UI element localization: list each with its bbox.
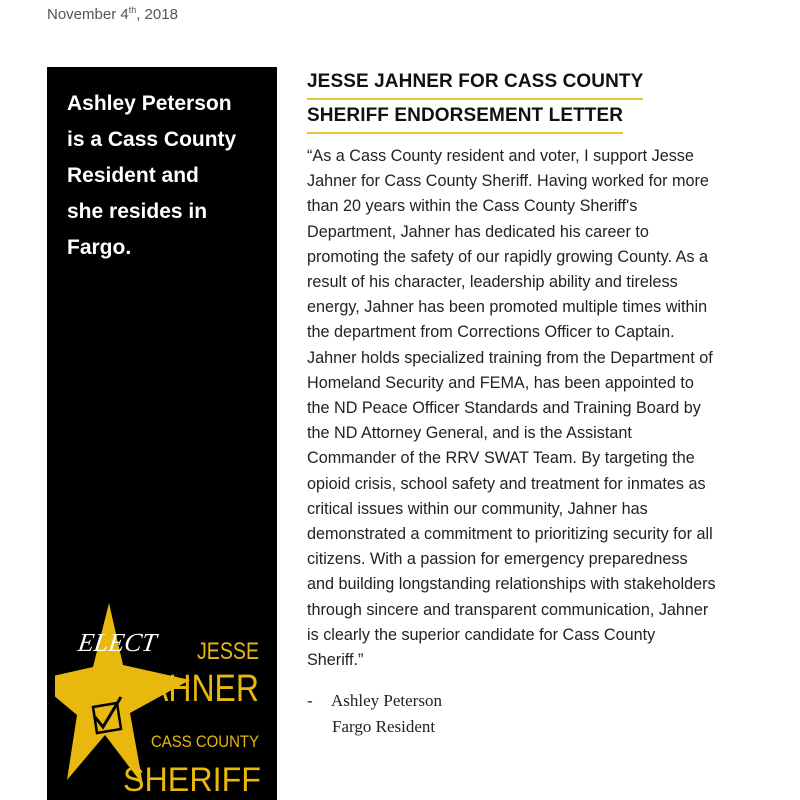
sidebar-caption bbox=[67, 86, 267, 266]
signature-block bbox=[307, 688, 442, 740]
date-text: November 4 bbox=[47, 6, 129, 23]
body-line: Jahner for Cass County Sheriff. Having worked for more bbox=[307, 172, 709, 191]
sidebar-panel bbox=[47, 67, 277, 800]
body-line: Sheriff.” bbox=[307, 651, 364, 670]
sidebar-line: she resides in bbox=[67, 200, 208, 223]
campaign-logo bbox=[55, 595, 271, 800]
body-line: promoting the safety of our rapidly growing County. As a bbox=[307, 247, 709, 266]
body-line: is clearly the superior candidate for Cass County bbox=[307, 625, 656, 644]
sidebar-line: Ashley Peterson bbox=[67, 92, 232, 115]
letter-title bbox=[307, 66, 777, 134]
body-line: Department, Jahner has dedicated his career to bbox=[307, 222, 649, 241]
endorsement-body bbox=[307, 144, 757, 673]
body-line: citizens. With a passion for emergency preparedness bbox=[307, 550, 688, 569]
body-line: Commander of the RRV SWAT Team. By targeting the bbox=[307, 449, 695, 468]
date-year: , 2018 bbox=[136, 6, 178, 23]
body-line: the ND Peace Officer Standards and Training Board by bbox=[307, 399, 701, 418]
title-line: SHERIFF ENDORSEMENT LETTER bbox=[307, 100, 623, 134]
title-line: JESSE JAHNER FOR CASS COUNTY bbox=[307, 66, 643, 100]
logo-office: SHERIFF bbox=[123, 761, 261, 799]
body-line: demonstrated a commitment to prioritizing security for all bbox=[307, 525, 713, 544]
body-line: and building longstanding relationships with stakeholders bbox=[307, 575, 716, 594]
signature-dash: - bbox=[307, 691, 313, 710]
body-line: the department from Corrections Officer to Captain. bbox=[307, 323, 675, 342]
body-line: result of his character, leadership ability and tireless bbox=[307, 273, 678, 292]
body-line: “As a Cass County resident and voter, I support Jesse bbox=[307, 147, 694, 165]
logo-county: CASS COUNTY bbox=[151, 732, 259, 751]
signature-role: Fargo Resident bbox=[332, 717, 436, 736]
body-line: opioid crisis, school safety and treatment for inmates as bbox=[307, 474, 706, 493]
body-line: through sincere and transparent communication, Jahner bbox=[307, 600, 709, 619]
body-line: energy, Jahner has been promoted multiple times within bbox=[307, 298, 708, 317]
sidebar-line: Fargo. bbox=[67, 236, 132, 259]
logo-last-name: AHNER bbox=[147, 668, 259, 710]
signature-name: Ashley Peterson bbox=[331, 691, 442, 710]
sidebar-line: Resident and bbox=[67, 164, 199, 187]
sidebar-line: is a Cass County bbox=[67, 128, 237, 151]
body-line: than 20 years within the Cass County Sheriff's bbox=[307, 197, 638, 216]
logo-elect: ELECT bbox=[76, 628, 159, 657]
logo-first-name: JESSE bbox=[197, 638, 259, 665]
date-ordinal: th bbox=[128, 5, 137, 15]
body-line: the ND Attorney General, and is the Assistant bbox=[307, 424, 632, 443]
body-line: Homeland Security and FEMA, has been appointed to bbox=[307, 373, 694, 392]
letter-date bbox=[47, 6, 178, 23]
body-line: critical issues within our community, Jahner has bbox=[307, 499, 648, 518]
body-line: Jahner holds specialized training from the Department of bbox=[307, 348, 713, 367]
